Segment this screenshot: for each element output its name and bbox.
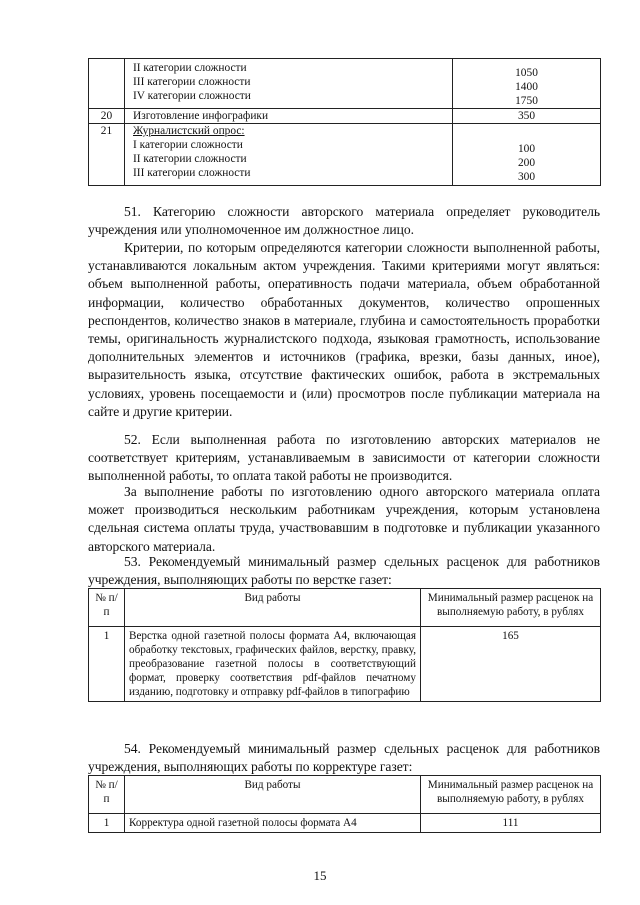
price-value: 165 [421,627,601,702]
price-value: 300 [517,171,536,183]
paragraph-criteria: Критерии, по которым определяются категории сложности выполненной работы, устанавливаются локальным актом учреждения. Такими критериями могут являться: объем выполненной работы, оперативность подачи материала, объем обработанной информации, количество обработанных документов, количество опрошенных респондентов, количество знаков в материале, глубина и самостоятельность проработки темы, оригинальность журналистского подхода, языковая грамотность, использование дополнительных элементов и источников (графика, врезки, базы данных, иное), выразительность языка, отсутствие фактических ошибок, работа в экстремальных условиях, уровень посещаемости и (или) просмотров после публикации материала на сайте и другие критерии. [88,240,600,419]
row-number: 1 [89,814,125,833]
table-row [89,124,601,186]
price-value: 350 [517,110,536,122]
rates-table-continued [88,58,601,186]
work-title: Изготовление инфографики [133,110,269,122]
category-line: I категории сложности [133,139,243,151]
table-row [89,814,601,833]
work-description [125,124,453,186]
price-value: 1750 [515,95,538,107]
row-number: 21 [89,124,125,186]
table-row [89,627,601,702]
paragraph-multiple-workers: За выполнение работы по изготовлению одного авторского материала оплата может производиться нескольким работникам учреждения, которым установлена сдельная система оплаты труда, участвовавшим в подготовке и публикации указанного авторского материала. [88,484,600,554]
proofreading-rates-table [88,775,601,833]
category-line: III категории сложности [133,167,251,179]
table-header-row [89,589,601,627]
price-cell [453,124,601,186]
header-work-type: Вид работы [125,589,421,627]
price-value [453,128,600,142]
price-value: 1050 [515,67,538,79]
work-description [125,59,453,109]
header-work-type: Вид работы [125,776,421,814]
table-row [89,59,601,109]
paragraph-51: 51. Категорию сложности авторского материала определяет руководитель учреждения или уполномоченное им должностное лицо. [88,204,600,238]
price-value: 1400 [515,81,538,93]
price-cell [453,59,601,109]
work-title: Журналистский опрос: [133,125,245,137]
table-header-row [89,776,601,814]
row-number: 20 [89,109,125,124]
table-row [89,109,601,124]
category-line: III категории сложности [133,76,251,88]
header-min-price: Минимальный размер расценок на выполняемую работу, в рублях [421,776,601,814]
price-value: 200 [517,157,536,169]
layout-rates-table [88,588,601,702]
row-number: 1 [89,627,125,702]
paragraph-54: 54. Рекомендуемый минимальный размер сдельных расценок для работников учреждения, выполняющих работы по корректуре газет: [88,741,600,775]
category-line: II категории сложности [133,62,247,74]
price-cell [453,109,601,124]
header-number: № п/п [89,589,125,627]
work-description [125,109,453,124]
paragraph-52: 52. Если выполненная работа по изготовлению авторских материалов не соответствует критериям, устанавливаемым в зависимости от категории сложности выполненной работы, то оплата такой работы не производится. [88,432,600,484]
work-description: Корректура одной газетной полосы формата А4 [125,814,421,833]
paragraph-53: 53. Рекомендуемый минимальный размер сдельных расценок для работников учреждения, выполняющих работы по верстке газет: [88,554,600,588]
category-line: II категории сложности [133,153,247,165]
header-number: № п/п [89,776,125,814]
page-number: 15 [313,868,327,883]
price-value: 100 [517,143,536,155]
price-value: 111 [421,814,601,833]
work-description: Верстка одной газетной полосы формата А4, включающая обработку текстовых, графических файлов, верстку, правку, преобразование газетной полосы в соответствующий формат, проверку соответствия pdf-файлов печатному изданию, подготовку и отправку pdf-файлов в типографию [125,627,421,702]
row-number [89,59,125,109]
header-min-price: Минимальный размер расценок на выполняемую работу, в рублях [421,589,601,627]
category-line: IV категории сложности [133,90,251,102]
